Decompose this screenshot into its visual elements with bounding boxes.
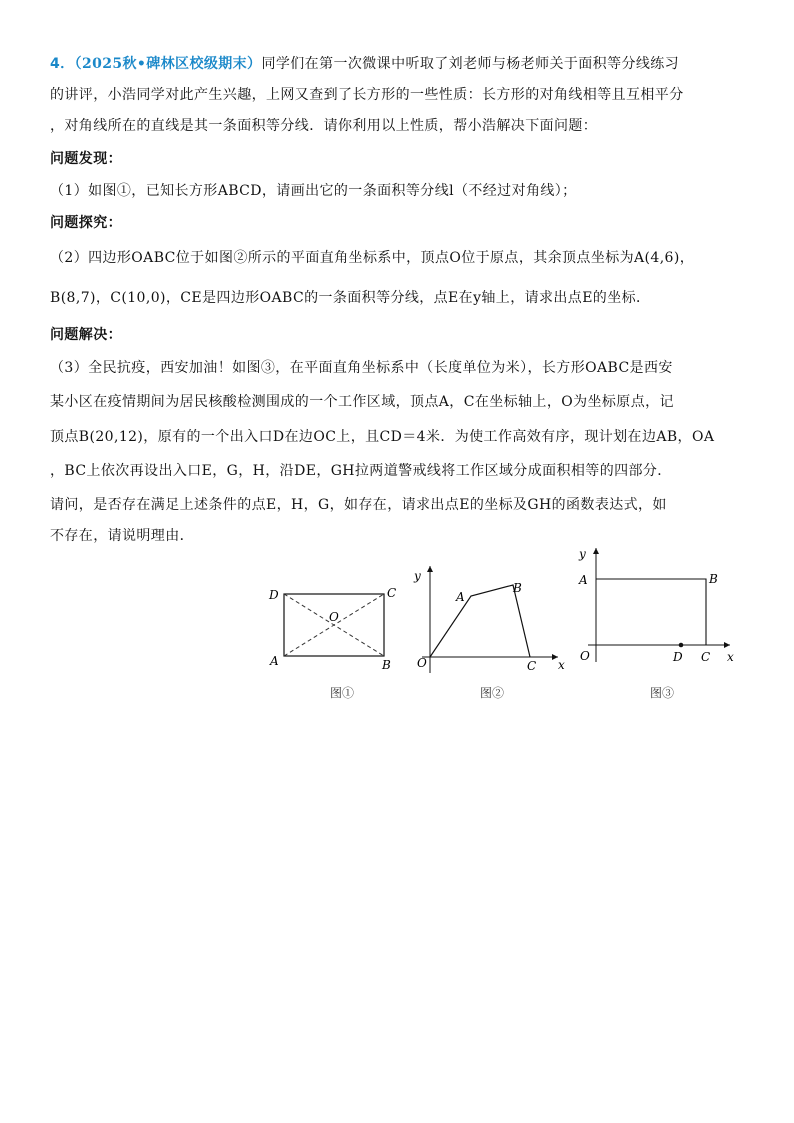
figure-3-rectangle	[570, 540, 748, 672]
fig1-label-o: O	[329, 610, 339, 624]
part-3-text-e: 请问，是否存在满足上述条件的点E，H，G，如存在，请求出点E的坐标及GH的函数表达式，如	[50, 497, 667, 513]
part-3-text-b: 某小区在疫情期间为居民核酸检测围成的一个工作区域，顶点A，C在坐标轴上，O为坐标原点，记	[50, 394, 674, 410]
heading-problem-solving: 问题解决：	[50, 327, 122, 343]
fig2-label-y: y	[414, 569, 421, 583]
fig3-label-x: x	[727, 650, 734, 664]
figure-2-quadrilateral	[408, 560, 573, 680]
part-2-text-a: （2）四边形OABC位于如图②所示的平面直角坐标系中，顶点O位于原点，其余顶点坐标为A(4,6)，	[50, 250, 695, 266]
intro-text-1: 同学们在第一次微课中听取了刘老师与杨老师关于面积等分线练习	[261, 56, 680, 72]
part-3-text-f: 不存在，请说明理由．	[50, 528, 194, 544]
fig2-label-b: B	[513, 581, 522, 595]
part-3-text-a: （3）全民抗疫，西安加油！如图③，在平面直角坐标系中（长度单位为米），长方形OABC是西安	[50, 360, 673, 376]
fig3-label-c: C	[701, 650, 711, 664]
question-intro-line-1	[50, 54, 750, 74]
quadrilateral-oabc	[430, 585, 530, 657]
figure-3-caption: 图③	[650, 686, 675, 700]
fig1-label-b: B	[382, 658, 391, 672]
fig3-label-y: y	[579, 547, 586, 561]
part-2-text-b: B(8,7)，C(10,0)，CE是四边形OABC的一条面积等分线，点E在y轴上，请求出点E的坐标．	[50, 290, 651, 306]
part-3-text-d: ，BC上依次再设出入口E，G，H，沿DE，GH拉两道警戒线将工作区域分成面积相等的四部分．	[50, 463, 672, 479]
figure-1-caption: 图①	[330, 686, 355, 700]
fig2-label-c: C	[527, 659, 537, 673]
fig3-label-o: O	[580, 649, 590, 663]
fig3-label-b: B	[709, 572, 718, 586]
intro-text-2: 的讲评，小浩同学对此产生兴趣，上网又查到了长方形的一些性质：长方形的对角线相等且互相平分	[50, 87, 684, 103]
part-1-text: （1）如图①，已知长方形ABCD，请画出它的一条面积等分线l（不经过对角线）；	[50, 183, 577, 199]
figure-2-caption: 图②	[480, 686, 505, 700]
heading-problem-discovery: 问题发现：	[50, 151, 122, 167]
figure-1-rectangle	[258, 582, 398, 674]
fig2-label-a: A	[456, 590, 465, 604]
fig3-label-a: A	[579, 573, 588, 587]
fig2-label-x: x	[558, 658, 565, 672]
heading-problem-exploration: 问题探究：	[50, 215, 122, 231]
intro-text-3: ，对角线所在的直线是其一条面积等分线．请你利用以上性质，帮小浩解决下面问题：	[50, 118, 598, 134]
question-number: 4．	[50, 56, 75, 72]
fig2-label-o: O	[417, 656, 427, 670]
fig3-point-d	[679, 643, 684, 648]
part-3-text-c: 顶点B(20,12)，原有的一个出入口D在边OC上，且CD＝4米．为使工作高效有序，现计划在边AB，OA	[50, 429, 715, 445]
question-source: （2025秋•碑林区校级期末）	[74, 56, 262, 72]
fig3-label-d: D	[673, 650, 683, 664]
fig1-label-c: C	[387, 586, 397, 600]
fig1-label-d: D	[269, 588, 279, 602]
fig1-label-a: A	[270, 654, 279, 668]
rectangle-oabc	[596, 579, 706, 645]
